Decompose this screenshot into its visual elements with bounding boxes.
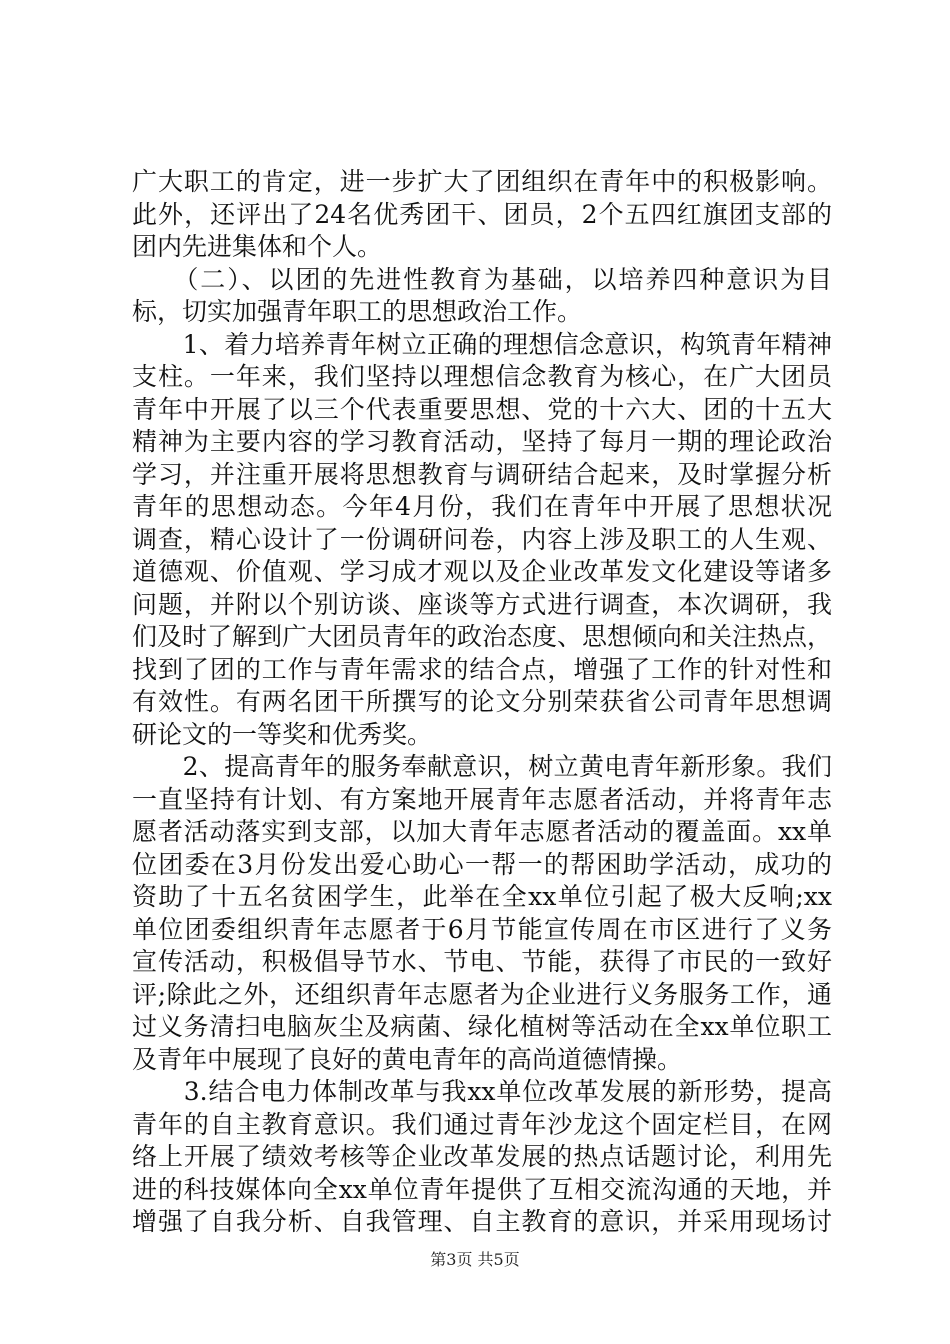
text-line: 2、提高青年的服务奉献意识，树立黄电青年新形象。我们	[132, 752, 832, 781]
text-line: 宣传活动，积极倡导节水、节电、节能，获得了市民的一致好	[132, 947, 832, 976]
page-number-label: 第3页 共5页	[430, 1250, 520, 1269]
text-line: 3.结合电力体制改革与我xx单位改革发展的新形势，提高	[132, 1077, 832, 1106]
text-line: 一直坚持有计划、有方案地开展青年志愿者活动，并将青年志	[132, 784, 832, 814]
text-line: 评;除此之外，还组织青年志愿者为企业进行义务服务工作，通	[132, 979, 832, 1009]
text-line: 们及时了解到广大团员青年的政治态度、思想倾向和关注热点，	[132, 622, 833, 651]
text-line: 过义务清扫电脑灰尘及病菌、绿化植树等活动在全xx单位职工	[132, 1012, 832, 1041]
text-line: 找到了团的工作与青年需求的结合点，增强了工作的针对性和	[132, 654, 832, 684]
text-line: 增强了自我分析、自我管理、自主教育的意识，并采用现场讨	[132, 1207, 832, 1236]
text-line: 调查，精心设计了一份调研问卷，内容上涉及职工的人生观、	[132, 524, 832, 554]
text-line: 1、着力培养青年树立正确的理想信念意识，构筑青年精神	[132, 329, 832, 359]
text-line: 位团委在3月份发出爱心助心一帮一的帮困助学活动，成功的	[132, 849, 832, 879]
text-line: 青年的思想动态。今年4月份，我们在青年中开展了思想状况	[132, 492, 832, 521]
text-line: 问题，并附以个别访谈、座谈等方式进行调查，本次调研，我	[132, 589, 832, 619]
text-line: 及青年中展现了良好的黄电青年的高尚道德情操。	[132, 1044, 683, 1074]
text-line: 支柱。一年来，我们坚持以理想信念教育为核心，在广大团员	[132, 362, 832, 391]
text-line: 青年中开展了以三个代表重要思想、党的十六大、团的十五大	[132, 394, 832, 424]
text-line: 学习，并注重开展将思想教育与调研结合起来，及时掌握分析	[132, 459, 832, 489]
text-line: 标，切实加强青年职工的思想政治工作。	[132, 297, 583, 326]
text-line: 资助了十五名贫困学生，此举在全xx单位引起了极大反响;xx	[132, 882, 832, 911]
text-line: 络上开展了绩效考核等企业改革发展的热点话题讨论，利用先	[132, 1142, 832, 1171]
text-line: （二）、以团的先进性教育为基础，以培养四种意识为目	[132, 264, 832, 294]
text-line: 广大职工的肯定，进一步扩大了团组织在青年中的积极影响。	[132, 167, 832, 196]
text-line: 此外，还评出了24名优秀团干、团员，2个五四红旗团支部的	[132, 199, 832, 229]
text-line: 道德观、价值观、学习成才观以及企业改革发文化建设等诸多	[132, 557, 832, 586]
text-line: 愿者活动落实到支部，以加大青年志愿者活动的覆盖面。xx单	[132, 817, 832, 846]
text-line: 有效性。有两名团干所撰写的论文分别荣获省公司青年思想调	[132, 687, 832, 716]
text-line: 精神为主要内容的学习教育活动，坚持了每月一期的理论政治	[132, 427, 832, 456]
text-line: 青年的自主教育意识。我们通过青年沙龙这个固定栏目，在网	[132, 1109, 832, 1139]
document-body	[132, 166, 832, 1239]
text-line: 研论文的一等奖和优秀奖。	[132, 719, 433, 749]
text-line: 进的科技媒体向全xx单位青年提供了互相交流沟通的天地，并	[132, 1174, 832, 1204]
page-footer	[0, 1250, 950, 1270]
text-line: 单位团委组织青年志愿者于6月节能宣传周在市区进行了义务	[132, 914, 832, 944]
text-line: 团内先进集体和个人。	[132, 232, 383, 261]
